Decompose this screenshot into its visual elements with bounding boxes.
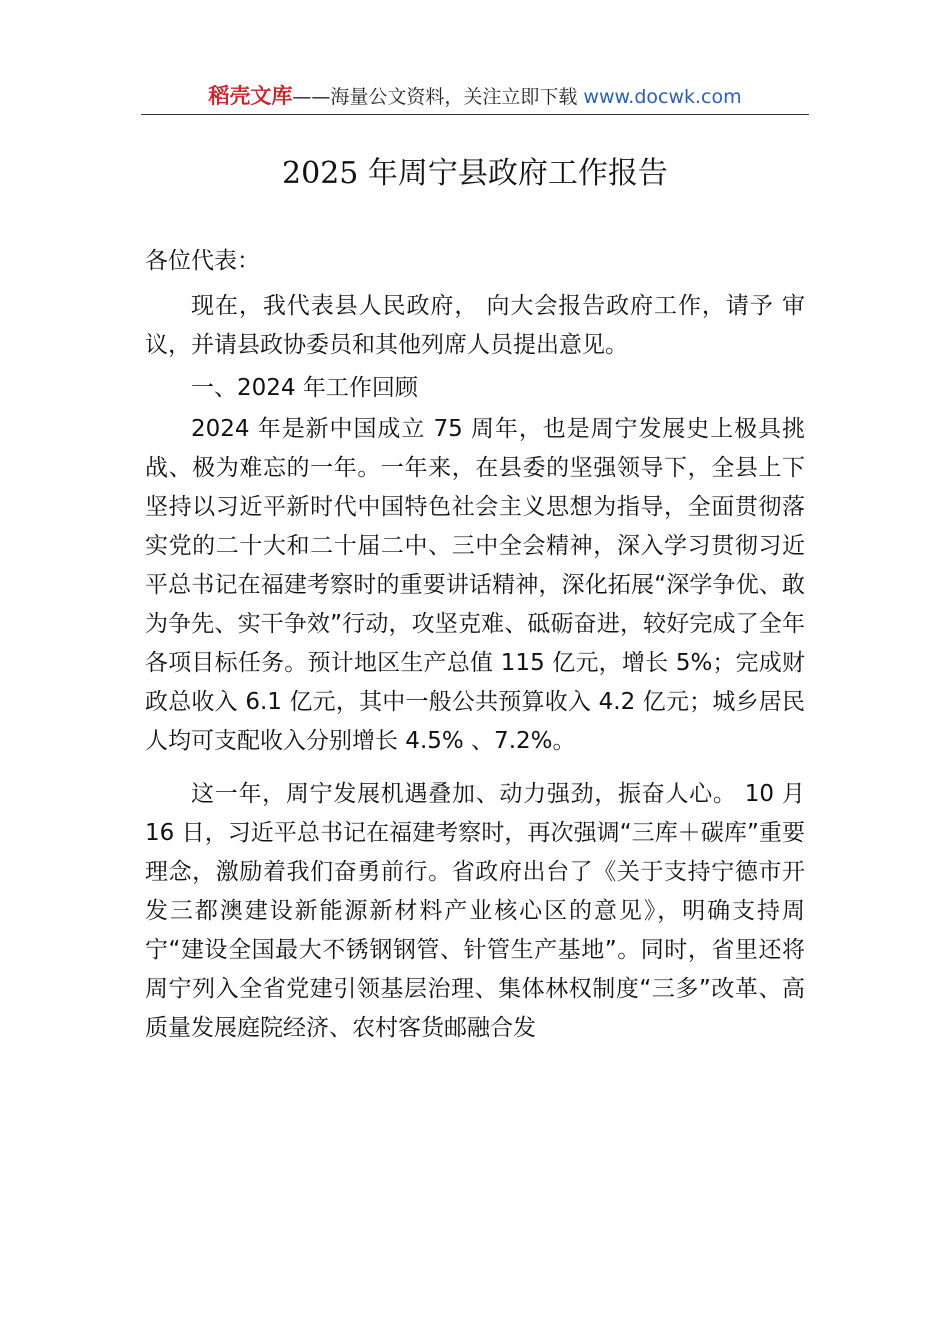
intro-paragraph: 现在，我代表县人民政府， 向大会报告政府工作，请予 审议，并请县政协委员和其他列席人员提出意见。 — [145, 293, 805, 358]
header-tagline: ——海量公文资料，关注立即下载 — [292, 86, 584, 108]
section-heading: 一、2024 年工作回顾 — [191, 375, 418, 401]
header-divider — [141, 114, 809, 115]
document-title: 2025 年周宁县政府工作报告 — [282, 156, 668, 191]
body-paragraph-2: 这一年，周宁发展机遇叠加、动力强劲，振奋人心。 10 月 16 日，习近平总书记在福建考察时，再次强调“三库＋碳库”重要理念，激励着我们奋勇前行。省政府出台了《关于支持宁德市开发三都澳建设新能源新材料产业核心区的意见》，明确支持周宁“建设全国最大不锈钢钢管、针管生产基地”。同时，省里还将周宁列入全省党建引领基层治理、集体林权制度“三多”改革、高质量发展庭院经济、农村客货邮融合发 — [145, 781, 805, 1041]
document-body — [145, 242, 805, 1048]
brand-name: 稻壳文库 — [208, 84, 293, 108]
header-url-link[interactable]: www.docwk.com — [583, 86, 742, 108]
watermark-header — [0, 82, 950, 111]
body-paragraph-1: 2024 年是新中国成立 75 周年，也是周宁发展史上极具挑战、极为难忘的一年。一年来，在县委的坚强领导下，全县上下坚持以习近平新时代中国特色社会主义思想为指导，全面贯彻落实党的二十大和二十届二中、三中全会精神，深入学习贯彻习近平总书记在福建考察时的重要讲话精神，深化拓展“深学争优、敢为争先、实干争效”行动，攻坚克难、砥砺奋进，较好完成了全年各项目标任务。预计地区生产总值 115 亿元，增长 5%；完成财政总收入 6.1 亿元，其中一般公共预算收入 4.2 亿元；城乡居民人均可支配收入分别增长 4.5% 、7.2%。 — [145, 416, 805, 754]
salutation: 各位代表： — [145, 248, 260, 274]
